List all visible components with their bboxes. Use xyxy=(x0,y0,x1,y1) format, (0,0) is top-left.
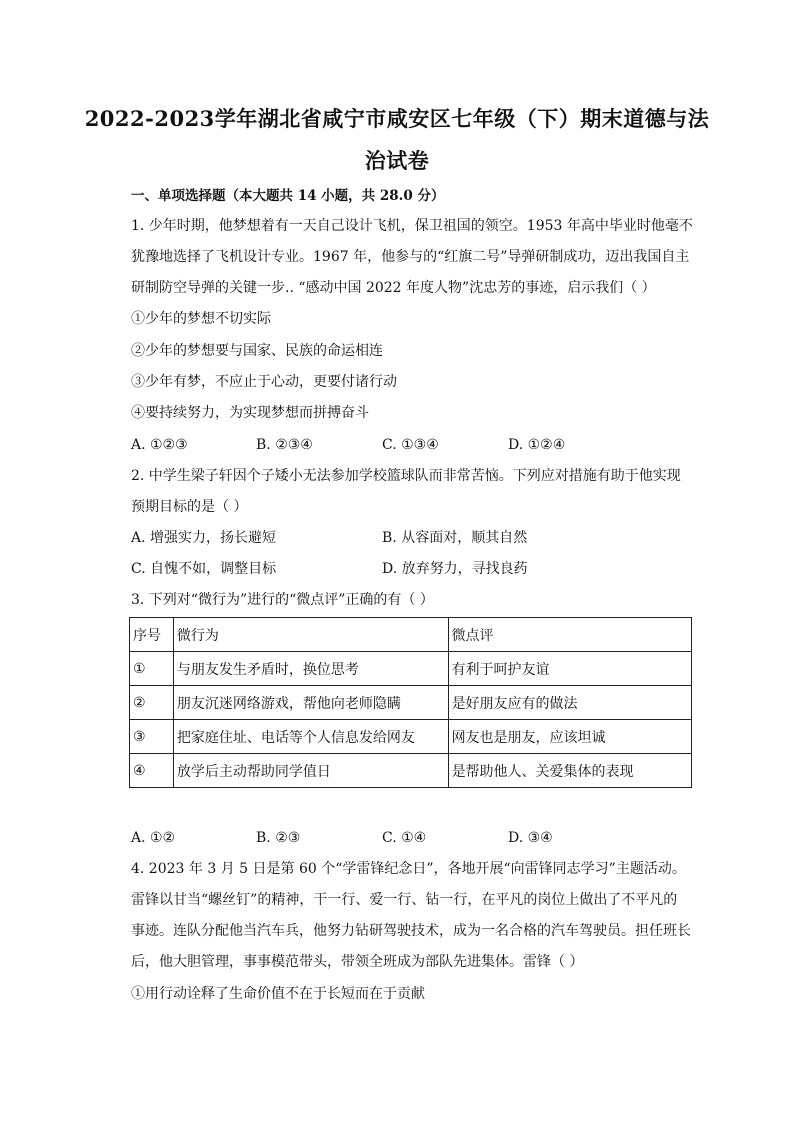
q2-options-row2 xyxy=(131,559,701,579)
q1-option-a[interactable]: A. ①②③ xyxy=(131,437,188,453)
q1-statement-2: ②少年的梦想要与国家、民族的命运相连 xyxy=(131,343,383,359)
table-cell: 是好朋友应有的做法 xyxy=(448,686,691,720)
q1-options xyxy=(131,435,701,455)
table-cell: 把家庭住址、电话等个人信息发给网友 xyxy=(173,720,448,754)
q3-option-c[interactable]: C. ①④ xyxy=(382,830,427,846)
q2-option-c[interactable]: C. 自愧不如，调整目标 xyxy=(131,561,277,577)
q1-stem-line1: 1. 少年时期，他梦想着有一天自己设计飞机，保卫祖国的领空。1953 年高中毕业时他毫不 xyxy=(131,218,693,234)
q1-option-b[interactable]: B. ②③④ xyxy=(256,437,313,453)
table-cell: 与朋友发生矛盾时，换位思考 xyxy=(173,652,448,686)
table-cell: 放学后主动帮助同学值日 xyxy=(173,754,448,788)
table-cell: 网友也是朋友，应该坦诚 xyxy=(448,720,691,754)
q1-statement-3: ③少年有梦，不应止于心动，更要付诸行动 xyxy=(131,374,397,390)
q2-stem-line1: 2. 中学生梁子轩因个子矮小无法参加学校篮球队而非常苦恼。下列应对措施有助于他实现 xyxy=(131,468,681,484)
q2-stem-line2: 预期目标的是（ ） xyxy=(131,499,248,515)
q3-option-a[interactable]: A. ①② xyxy=(131,830,176,846)
table-cell: 是帮助他人、关爱集体的表现 xyxy=(448,754,691,788)
q2-option-b[interactable]: B. 从容面对，顺其自然 xyxy=(382,530,528,546)
q4-stem-line1: 4. 2023 年 3 月 5 日是第 60 个“学雷锋纪念日”，各地开展“向雷锋同志学习”主题活动。 xyxy=(131,861,686,877)
table-cell: ② xyxy=(130,686,174,720)
table-header-row xyxy=(130,618,692,652)
q4-stem-line3: 事迹。连队分配他当汽车兵，他努力钻研驾驶技术，成为一名合格的汽车驾驶员。担任班长 xyxy=(131,923,691,939)
q2-option-a[interactable]: A. 增强实力，扬长避短 xyxy=(131,530,277,546)
q1-option-d[interactable]: D. ①②④ xyxy=(508,437,566,453)
table-row xyxy=(130,754,692,788)
table-cell: ③ xyxy=(130,720,174,754)
q4-statement-1: ①用行动诠释了生命价值不在于长短而在于贡献 xyxy=(131,986,425,1002)
table-row xyxy=(130,686,692,720)
table-row xyxy=(130,652,692,686)
table-cell: ① xyxy=(130,652,174,686)
q1-statement-4: ④要持续努力，为实现梦想而拼搏奋斗 xyxy=(131,405,369,421)
table-header-cell: 微点评 xyxy=(448,618,691,652)
table-header-cell: 序号 xyxy=(130,618,174,652)
q2-option-d[interactable]: D. 放弃努力，寻找良药 xyxy=(382,561,528,577)
q3-option-d[interactable]: D. ③④ xyxy=(508,830,553,846)
table-cell: 朋友沉迷网络游戏，帮他向老师隐瞒 xyxy=(173,686,448,720)
q1-stem-line2: 犹豫地选择了飞机设计专业。1967 年，他参与的“红旗二号”导弹研制成功，迈出我国自主 xyxy=(131,249,690,265)
section-heading: 一、单项选择题（本大题共 14 小题，共 28.0 分） xyxy=(131,188,445,204)
q3-option-b[interactable]: B. ②③ xyxy=(256,830,301,846)
table-header-cell: 微行为 xyxy=(173,618,448,652)
q3-stem: 3. 下列对“微行为”进行的“微点评”正确的有（ ） xyxy=(131,592,434,608)
exam-title-line1: 2022-2023学年湖北省咸宁市咸安区七年级（下）期末道德与法 xyxy=(84,106,710,131)
q1-statement-1: ①少年的梦想不切实际 xyxy=(131,311,271,327)
q1-option-c[interactable]: C. ①③④ xyxy=(382,437,439,453)
q4-stem-line2: 雷锋以甘当“螺丝钉”的精神，干一行、爱一行、钻一行，在平凡的岗位上做出了不平凡的 xyxy=(131,892,678,908)
table-cell: 有利于呵护友谊 xyxy=(448,652,691,686)
table-cell: ④ xyxy=(130,754,174,788)
q2-options-row1 xyxy=(131,528,701,548)
q3-options xyxy=(131,828,701,848)
exam-title-line2: 治试卷 xyxy=(364,148,430,173)
table-row xyxy=(130,720,692,754)
q1-stem-line3: 研制防空导弹的关键一步.. “感动中国 2022 年度人物”沈忠芳的事迹，启示我们（ ） xyxy=(131,280,656,296)
q4-stem-line4: 后，他大胆管理，事事模范带头，带领全班成为部队先进集体。雷锋（ ） xyxy=(131,954,584,970)
q3-table xyxy=(129,617,692,788)
